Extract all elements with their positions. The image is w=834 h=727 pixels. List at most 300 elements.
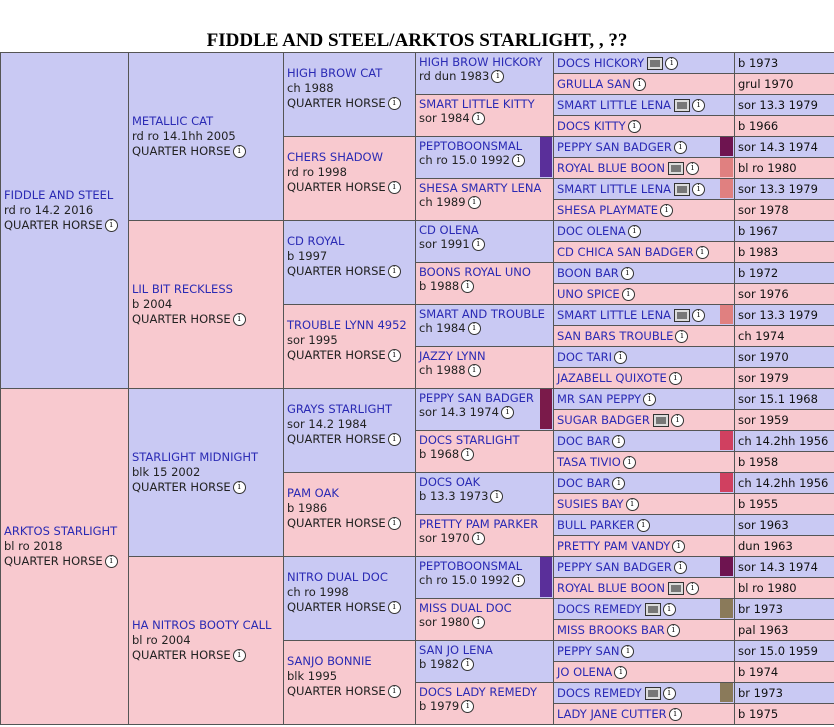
horse-detail: [419, 657, 550, 671]
horse-detail-text: sor 1991: [419, 237, 470, 251]
page-title: FIDDLE AND STEEL/ARKTOS STARLIGHT, , ??: [206, 30, 628, 51]
horse-name-link[interactable]: PAM OAK: [287, 486, 339, 500]
horse-name-link[interactable]: DOCS OAK: [419, 475, 481, 489]
horse-detail-text: b 1979: [419, 699, 460, 713]
gen5-horse-cell: [553, 682, 735, 704]
gen5-info-cell: b 1972: [734, 262, 834, 284]
gen5-info-cell: sor 1976: [734, 283, 834, 305]
horse-detail-text: QUARTER HORSE: [132, 312, 231, 326]
horse-detail-text: b 13.3 1973: [419, 489, 489, 503]
photo-icon[interactable]: [674, 309, 690, 322]
gen4-horse-cell: [415, 556, 554, 599]
gen2-horse-cell: [128, 220, 284, 389]
horse-detail: [132, 297, 280, 312]
horse-detail-text: sor 14.2 1984: [287, 417, 367, 431]
info-icon[interactable]: i: [686, 162, 699, 175]
horse-name-link[interactable]: SANJO BONNIE: [287, 654, 372, 668]
horse-name-link[interactable]: LADY JANE CUTTER: [557, 707, 667, 721]
info-icon[interactable]: i: [660, 204, 673, 217]
horse-name-link[interactable]: GRULLA SAN: [557, 77, 631, 91]
horse-detail: [287, 348, 412, 363]
horse-detail-text: QUARTER HORSE: [287, 684, 386, 698]
gen4-horse-cell: [415, 640, 554, 683]
info-icon[interactable]: i: [388, 517, 401, 530]
info-icon[interactable]: i: [461, 658, 474, 671]
horse-detail: [287, 432, 412, 447]
gen3-horse-cell: [283, 136, 416, 221]
gen5-horse-cell: [553, 262, 735, 284]
info-icon[interactable]: i: [388, 433, 401, 446]
horse-name-link[interactable]: HIGH BROW CAT: [287, 66, 383, 80]
info-icon[interactable]: i: [614, 666, 627, 679]
horse-detail-text: QUARTER HORSE: [287, 96, 386, 110]
horse-detail-text: b 1968: [419, 447, 460, 461]
horse-name-link[interactable]: CHERS SHADOW: [287, 150, 383, 164]
horse-name-link[interactable]: DOCS STARLIGHT: [419, 433, 520, 447]
gen5-horse-cell: [553, 535, 735, 557]
horse-name-link[interactable]: ROYAL BLUE BOON: [557, 161, 665, 175]
horse-detail: [132, 465, 280, 480]
horse-detail: [132, 480, 280, 495]
color-marker: [720, 179, 733, 198]
horse-detail-text: b 1986: [287, 501, 328, 515]
horse-name-link[interactable]: JO OLENA: [557, 665, 613, 679]
gen5-horse-cell: [553, 661, 735, 683]
horse-name-link[interactable]: JAZZY LYNN: [419, 349, 486, 363]
horse-detail: [419, 405, 550, 419]
info-icon[interactable]: i: [461, 448, 474, 461]
horse-detail: [287, 264, 412, 279]
horse-name-link[interactable]: STARLIGHT MIDNIGHT: [132, 450, 259, 464]
gen5-info-cell: br 1973: [734, 682, 834, 704]
gen2-horse-cell: [128, 388, 284, 557]
info-icon[interactable]: i: [472, 238, 485, 251]
gen3-horse-cell: [283, 472, 416, 557]
horse-detail: [287, 684, 412, 699]
info-icon[interactable]: i: [512, 154, 525, 167]
horse-name-link[interactable]: DOCS KITTY: [557, 119, 626, 133]
horse-detail: [4, 554, 125, 569]
info-icon[interactable]: i: [468, 322, 481, 335]
horse-detail-text: QUARTER HORSE: [287, 516, 386, 530]
gen5-info-cell: bl ro 1980: [734, 577, 834, 599]
info-icon[interactable]: i: [233, 145, 246, 158]
info-icon[interactable]: i: [621, 267, 634, 280]
horse-detail-text: QUARTER HORSE: [287, 264, 386, 278]
gen5-info-cell: sor 1959: [734, 409, 834, 431]
horse-name-link[interactable]: BOONS ROYAL UNO: [419, 265, 531, 279]
photo-icon[interactable]: [645, 603, 661, 616]
horse-name-link[interactable]: TASA TIVIO: [557, 455, 621, 469]
horse-detail: [419, 111, 550, 125]
info-icon[interactable]: i: [501, 406, 514, 419]
horse-detail-text: b 2004: [132, 297, 173, 311]
gen5-horse-cell: [553, 73, 735, 95]
gen5-info-cell: b 1955: [734, 493, 834, 515]
color-marker: [720, 473, 733, 492]
horse-name-link[interactable]: ROYAL BLUE BOON: [557, 581, 665, 595]
gen5-info-cell: b 1967: [734, 220, 834, 242]
info-icon[interactable]: i: [388, 685, 401, 698]
gen5-info-cell: b 1983: [734, 241, 834, 263]
horse-name-link[interactable]: PEPPY SAN BADGER: [419, 391, 534, 405]
horse-detail-text: b 1982: [419, 657, 460, 671]
gen5-horse-cell: [553, 556, 735, 578]
horse-name-link[interactable]: CD OLENA: [419, 223, 479, 237]
gen4-horse-cell: [415, 94, 554, 137]
gen5-horse-cell: [553, 409, 735, 431]
horse-name-link[interactable]: SMART LITTLE KITTY: [419, 97, 535, 111]
info-icon[interactable]: i: [512, 574, 525, 587]
info-icon[interactable]: i: [637, 519, 650, 532]
horse-detail: [132, 312, 280, 327]
horse-detail-text: QUARTER HORSE: [287, 180, 386, 194]
horse-name-link[interactable]: SAN BARS TROUBLE: [557, 329, 674, 343]
info-icon[interactable]: i: [621, 645, 634, 658]
info-icon[interactable]: i: [663, 603, 676, 616]
photo-icon[interactable]: [674, 99, 690, 112]
horse-name-link[interactable]: PRETTY PAM PARKER: [419, 517, 539, 531]
horse-name-link[interactable]: MISS BROOKS BAR: [557, 623, 665, 637]
info-icon[interactable]: i: [633, 78, 646, 91]
horse-detail: [419, 573, 550, 587]
gen5-info-cell: b 1973: [734, 52, 834, 74]
gen5-info-cell: ch 14.2hh 1956: [734, 430, 834, 452]
info-icon[interactable]: i: [233, 481, 246, 494]
photo-icon[interactable]: [668, 162, 684, 175]
horse-name-link[interactable]: DOC BAR: [557, 476, 611, 490]
horse-name-link[interactable]: SMART LITTLE LENA: [557, 98, 672, 112]
horse-detail-text: QUARTER HORSE: [287, 348, 386, 362]
horse-detail: [419, 321, 550, 335]
gen5-horse-cell: [553, 577, 735, 599]
gen3-horse-cell: [283, 640, 416, 725]
gen3-horse-cell: [283, 52, 416, 137]
info-icon[interactable]: i: [665, 57, 678, 70]
gen5-info-cell: sor 13.3 1979: [734, 178, 834, 200]
color-marker: [720, 305, 733, 324]
gen4-horse-cell: [415, 388, 554, 431]
gen3-horse-cell: [283, 388, 416, 473]
horse-detail: [287, 585, 412, 600]
gen5-horse-cell: [553, 346, 735, 368]
info-icon[interactable]: i: [628, 120, 641, 133]
color-marker: [720, 137, 733, 156]
horse-detail-text: blk 15 2002: [132, 465, 201, 479]
horse-name-link[interactable]: BULL PARKER: [557, 518, 635, 532]
info-icon[interactable]: i: [669, 372, 682, 385]
gen4-horse-cell: [415, 514, 554, 557]
horse-detail-text: sor 1970: [419, 531, 470, 545]
horse-detail: [4, 203, 125, 218]
gen5-info-cell: bl ro 1980: [734, 157, 834, 179]
gen5-horse-cell: [553, 367, 735, 389]
gen5-horse-cell: [553, 304, 735, 326]
horse-detail: [287, 249, 412, 264]
gen5-horse-cell: [553, 619, 735, 641]
gen4-horse-cell: [415, 598, 554, 641]
gen2-horse-cell: [128, 556, 284, 725]
horse-name-link[interactable]: METALLIC CAT: [132, 114, 214, 128]
horse-name-link[interactable]: PEPPY SAN: [557, 644, 620, 658]
photo-icon[interactable]: [647, 57, 663, 70]
horse-name-link[interactable]: LIL BIT RECKLESS: [132, 282, 233, 296]
horse-detail-text: ch 1989: [419, 195, 466, 209]
horse-name-link[interactable]: SMART LITTLE LENA: [557, 308, 672, 322]
horse-name-link[interactable]: SUSIES BAY: [557, 497, 624, 511]
horse-name-link[interactable]: JAZABELL QUIXOTE: [557, 371, 667, 385]
horse-detail: [287, 417, 412, 432]
horse-name-link[interactable]: SHESA PLAYMATE: [557, 203, 659, 217]
gen5-info-cell: b 1974: [734, 661, 834, 683]
info-icon[interactable]: i: [674, 561, 687, 574]
gen4-horse-cell: [415, 136, 554, 179]
info-icon[interactable]: i: [105, 555, 118, 568]
horse-name-link[interactable]: BOON BAR: [557, 266, 619, 280]
info-icon[interactable]: i: [675, 330, 688, 343]
gen5-horse-cell: [553, 136, 735, 158]
horse-name-link[interactable]: CD CHICA SAN BADGER: [557, 245, 694, 259]
horse-detail-text: sor 1995: [287, 333, 338, 347]
info-icon[interactable]: i: [626, 498, 639, 511]
horse-name-link[interactable]: SUGAR BADGER: [557, 413, 650, 427]
gen5-info-cell: sor 14.3 1974: [734, 556, 834, 578]
gen5-horse-cell: [553, 325, 735, 347]
gen4-horse-cell: [415, 682, 554, 725]
gen5-horse-cell: [553, 94, 735, 116]
horse-name-link[interactable]: ARKTOS STARLIGHT: [4, 524, 118, 538]
gen5-info-cell: ch 1974: [734, 325, 834, 347]
color-marker: [720, 599, 733, 618]
horse-detail-text: rd ro 14.2 2016: [4, 203, 94, 217]
gen5-horse-cell: [553, 430, 735, 452]
info-icon[interactable]: i: [663, 687, 676, 700]
horse-name-link[interactable]: MISS DUAL DOC: [419, 601, 512, 615]
horse-name-link[interactable]: GRAYS STARLIGHT: [287, 402, 393, 416]
color-marker: [720, 158, 733, 177]
horse-detail-text: sor 1980: [419, 615, 470, 629]
gen5-info-cell: grul 1970: [734, 73, 834, 95]
gen5-info-cell: ch 14.2hh 1956: [734, 472, 834, 494]
horse-detail-text: ch 1984: [419, 321, 466, 335]
horse-detail-text: QUARTER HORSE: [132, 648, 231, 662]
photo-icon[interactable]: [668, 582, 684, 595]
info-icon[interactable]: i: [468, 364, 481, 377]
horse-name-link[interactable]: UNO SPICE: [557, 287, 620, 301]
info-icon[interactable]: i: [671, 414, 684, 427]
horse-name-link[interactable]: DOCS REMEDY: [557, 602, 642, 616]
horse-name-link[interactable]: DOCS HICKORY: [557, 56, 645, 70]
gen4-horse-cell: [415, 178, 554, 221]
info-icon[interactable]: i: [612, 435, 625, 448]
info-icon[interactable]: i: [628, 225, 641, 238]
horse-name-link[interactable]: SAN JO LENA: [419, 643, 493, 657]
horse-detail: [287, 165, 412, 180]
horse-name-link[interactable]: DOC BAR: [557, 434, 611, 448]
info-icon[interactable]: i: [388, 97, 401, 110]
horse-detail-text: b 1988: [419, 279, 460, 293]
horse-detail: [419, 237, 550, 251]
color-marker: [540, 137, 552, 177]
gen5-info-cell: sor 1970: [734, 346, 834, 368]
info-icon[interactable]: i: [490, 490, 503, 503]
horse-detail: [287, 600, 412, 615]
info-icon[interactable]: i: [667, 624, 680, 637]
horse-name-link[interactable]: DOC OLENA: [557, 224, 626, 238]
horse-detail: [132, 144, 280, 159]
info-icon[interactable]: i: [612, 477, 625, 490]
horse-detail-text: ch 1988: [287, 81, 334, 95]
info-icon[interactable]: i: [643, 393, 656, 406]
horse-detail-text: rd ro 14.1hh 2005: [132, 129, 236, 143]
gen5-horse-cell: [553, 220, 735, 242]
horse-name-link[interactable]: PEPPY SAN BADGER: [557, 140, 672, 154]
horse-name-link[interactable]: DOCS REMEDY: [557, 686, 642, 700]
gen5-horse-cell: [553, 598, 735, 620]
color-marker: [720, 557, 733, 576]
horse-detail: [287, 96, 412, 111]
info-icon[interactable]: i: [692, 183, 705, 196]
gen5-info-cell: sor 13.3 1979: [734, 304, 834, 326]
horse-name-link[interactable]: PEPTOBOONSMAL: [419, 139, 523, 153]
horse-detail: [419, 615, 550, 629]
info-icon[interactable]: i: [472, 112, 485, 125]
info-icon[interactable]: i: [461, 700, 474, 713]
info-icon[interactable]: i: [468, 196, 481, 209]
info-icon[interactable]: i: [472, 532, 485, 545]
horse-name-link[interactable]: PEPPY SAN BADGER: [557, 560, 672, 574]
info-icon[interactable]: i: [672, 540, 685, 553]
gen1-horse-cell: [0, 388, 129, 725]
color-marker: [540, 389, 552, 429]
gen5-horse-cell: [553, 115, 735, 137]
horse-name-link[interactable]: CD ROYAL: [287, 234, 345, 248]
gen5-horse-cell: [553, 52, 735, 74]
horse-detail: [4, 218, 125, 233]
horse-detail: [132, 633, 280, 648]
info-icon[interactable]: i: [491, 70, 504, 83]
horse-detail-text: bl ro 2004: [132, 633, 191, 647]
gen5-horse-cell: [553, 241, 735, 263]
info-icon[interactable]: i: [461, 280, 474, 293]
gen5-horse-cell: [553, 703, 735, 725]
info-icon[interactable]: i: [669, 708, 682, 721]
gen5-horse-cell: [553, 283, 735, 305]
info-icon[interactable]: i: [388, 181, 401, 194]
info-icon[interactable]: i: [692, 309, 705, 322]
horse-name-link[interactable]: HA NITROS BOOTY CALL: [132, 618, 272, 632]
gen5-info-cell: sor 13.3 1979: [734, 94, 834, 116]
horse-detail-text: bl ro 2018: [4, 539, 63, 553]
color-marker: [720, 683, 733, 702]
horse-detail: [419, 69, 550, 83]
info-icon[interactable]: i: [622, 288, 635, 301]
info-icon[interactable]: i: [674, 141, 687, 154]
horse-detail-text: QUARTER HORSE: [4, 554, 103, 568]
horse-detail-text: QUARTER HORSE: [287, 432, 386, 446]
gen5-info-cell: pal 1963: [734, 619, 834, 641]
color-marker: [720, 431, 733, 450]
gen5-info-cell: sor 1978: [734, 199, 834, 221]
horse-detail: [419, 153, 550, 167]
info-icon[interactable]: i: [105, 219, 118, 232]
gen4-horse-cell: [415, 304, 554, 347]
gen4-horse-cell: [415, 52, 554, 95]
gen5-horse-cell: [553, 640, 735, 662]
horse-detail-text: ch ro 1998: [287, 585, 349, 599]
horse-detail: [287, 501, 412, 516]
photo-icon[interactable]: [674, 183, 690, 196]
gen5-info-cell: sor 1963: [734, 514, 834, 536]
horse-detail-text: QUARTER HORSE: [132, 480, 231, 494]
photo-icon[interactable]: [653, 414, 669, 427]
horse-name-link[interactable]: TROUBLE LYNN 4952: [287, 318, 407, 332]
horse-detail-text: sor 14.3 1974: [419, 405, 499, 419]
horse-name-link[interactable]: DOCS LADY REMEDY: [419, 685, 538, 699]
gen5-horse-cell: [553, 493, 735, 515]
horse-name-link[interactable]: PRETTY PAM VANDY: [557, 539, 671, 553]
horse-name-link[interactable]: SMART AND TROUBLE: [419, 307, 545, 321]
info-icon[interactable]: i: [233, 313, 246, 326]
horse-name-link[interactable]: FIDDLE AND STEEL: [4, 188, 114, 202]
color-marker: [540, 557, 552, 597]
gen5-info-cell: dun 1963: [734, 535, 834, 557]
photo-icon[interactable]: [645, 687, 661, 700]
horse-detail: [419, 699, 550, 713]
info-icon[interactable]: i: [388, 349, 401, 362]
info-icon[interactable]: i: [692, 99, 705, 112]
gen4-horse-cell: [415, 262, 554, 305]
info-icon[interactable]: i: [472, 616, 485, 629]
horse-detail: [419, 363, 550, 377]
horse-name-link[interactable]: HIGH BROW HICKORY: [419, 55, 543, 69]
horse-name-link[interactable]: DOC TARI: [557, 350, 612, 364]
horse-detail-text: b 1997: [287, 249, 328, 263]
horse-detail-text: ch ro 15.0 1992: [419, 153, 510, 167]
gen4-horse-cell: [415, 430, 554, 473]
horse-detail-text: rd ro 1998: [287, 165, 347, 179]
info-icon[interactable]: i: [388, 265, 401, 278]
horse-detail-text: sor 1984: [419, 111, 470, 125]
gen4-horse-cell: [415, 346, 554, 389]
horse-detail: [4, 539, 125, 554]
horse-name-link[interactable]: NITRO DUAL DOC: [287, 570, 388, 584]
info-icon[interactable]: i: [388, 601, 401, 614]
horse-name-link[interactable]: MR SAN PEPPY: [557, 392, 642, 406]
horse-detail-text: QUARTER HORSE: [4, 218, 103, 232]
horse-detail-text: QUARTER HORSE: [132, 144, 231, 158]
gen5-info-cell: b 1966: [734, 115, 834, 137]
horse-name-link[interactable]: SHESA SMARTY LENA: [419, 181, 542, 195]
info-icon[interactable]: i: [686, 582, 699, 595]
info-icon[interactable]: i: [623, 456, 636, 469]
gen3-horse-cell: [283, 220, 416, 305]
horse-name-link[interactable]: SMART LITTLE LENA: [557, 182, 672, 196]
horse-detail: [419, 489, 550, 503]
horse-detail: [132, 648, 280, 663]
info-icon[interactable]: i: [233, 649, 246, 662]
horse-name-link[interactable]: PEPTOBOONSMAL: [419, 559, 523, 573]
horse-detail: [132, 129, 280, 144]
info-icon[interactable]: i: [614, 351, 627, 364]
horse-detail-text: ch ro 15.0 1992: [419, 573, 510, 587]
gen5-info-cell: sor 14.3 1974: [734, 136, 834, 158]
horse-detail: [287, 333, 412, 348]
gen5-info-cell: sor 15.1 1968: [734, 388, 834, 410]
horse-detail: [419, 195, 550, 209]
gen4-horse-cell: [415, 472, 554, 515]
info-icon[interactable]: i: [696, 246, 709, 259]
